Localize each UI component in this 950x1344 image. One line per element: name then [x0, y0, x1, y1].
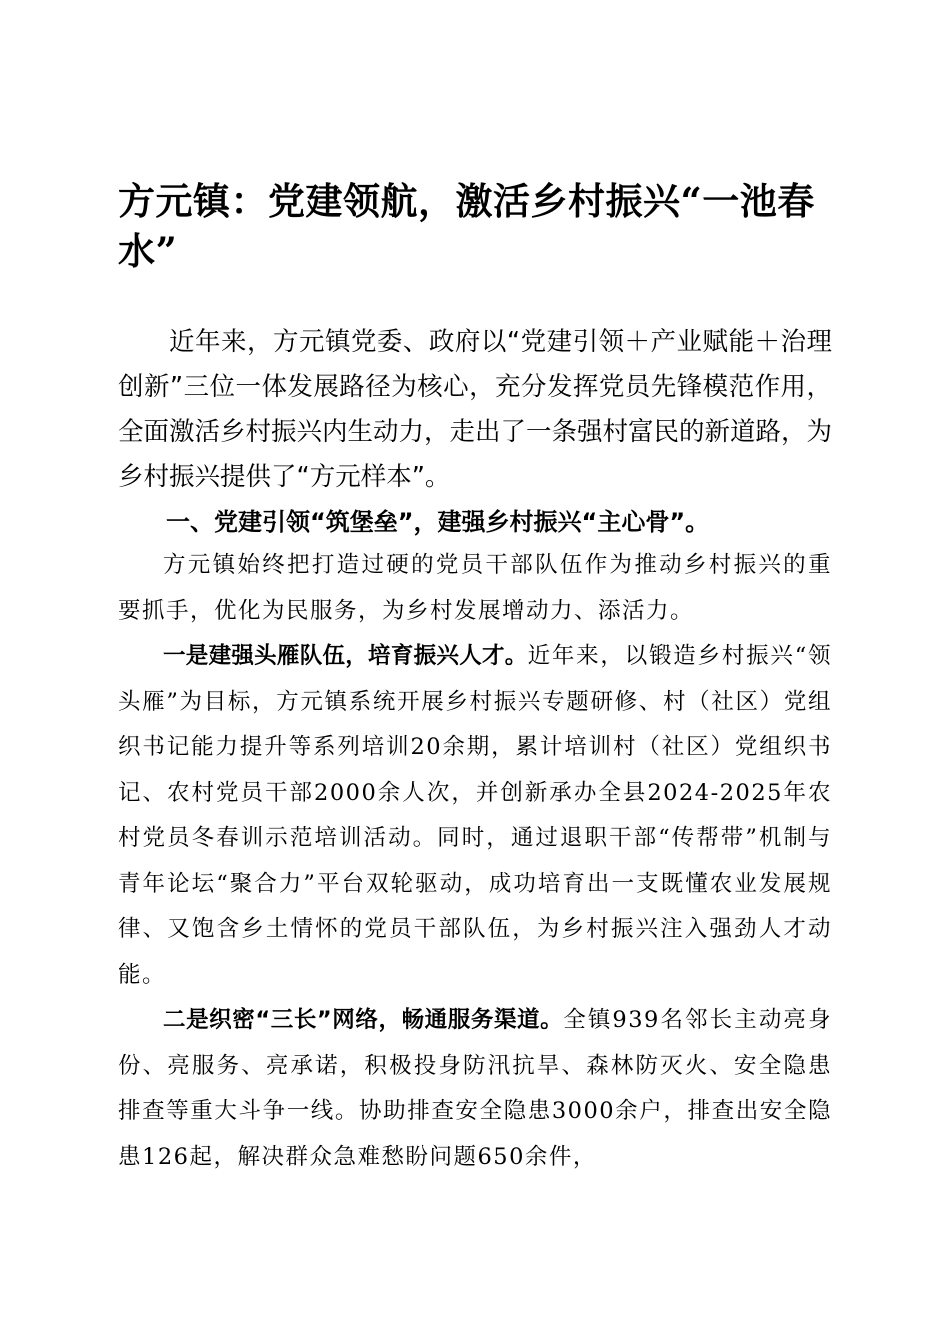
section-heading: 一、党建引领“筑堡垒”，建强乡村振兴“主心骨”。	[166, 508, 710, 536]
paragraph-2-lead: 一是建强头雁队伍，培育振兴人才。	[163, 643, 528, 669]
paragraph-3-body: 全镇939名邻长主动亮身份、亮服务、亮承诺，积极投身防汛抗旱、森林防灭火、安全隐患排查等重大斗争一线。协助排查安全隐患3000余户，排查出安全隐患126起，解决群众急难愁盼问题650余件，	[118, 1007, 833, 1170]
paragraph-2-body: 近年来，以锻造乡村振兴“领头雁”为目标，方元镇系统开展乡村振兴专题研修、村（社区）党组织书记能力提升等系列培训20余期，累计培训村（社区）党组织书记、农村党员干部2000余人次，并创新承办全县2024-2025年农村党员冬春训示范培训活动。同时，通过退职干部“传帮带”机制与青年论坛“聚合力”平台双轮驱动，成功培育出一支既懂农业发展规律、又饱含乡土情怀的党员干部队伍，为乡村振兴注入强劲人才动能。	[118, 643, 832, 988]
intro-paragraph: 近年来，方元镇党委、政府以“党建引领＋产业赋能＋治理创新”三位一体发展路径为核心，充分发挥党员先锋模范作用，全面激活乡村振兴内生动力，走出了一条强村富民的新道路，为乡村振兴提供了“方元样本”。	[118, 327, 833, 492]
paragraph-3-lead: 二是织密“三长”网络，畅通服务渠道。	[163, 1007, 564, 1033]
paragraph-3	[118, 998, 832, 1180]
paragraph-2	[118, 634, 832, 998]
document-title: 方元镇：党建领航，激活乡村振兴“一池春水”	[118, 179, 815, 273]
paragraph-1: 方元镇始终把打造过硬的党员干部队伍作为推动乡村振兴的重要抓手，优化为民服务，为乡村发展增动力、添活力。	[118, 552, 832, 624]
